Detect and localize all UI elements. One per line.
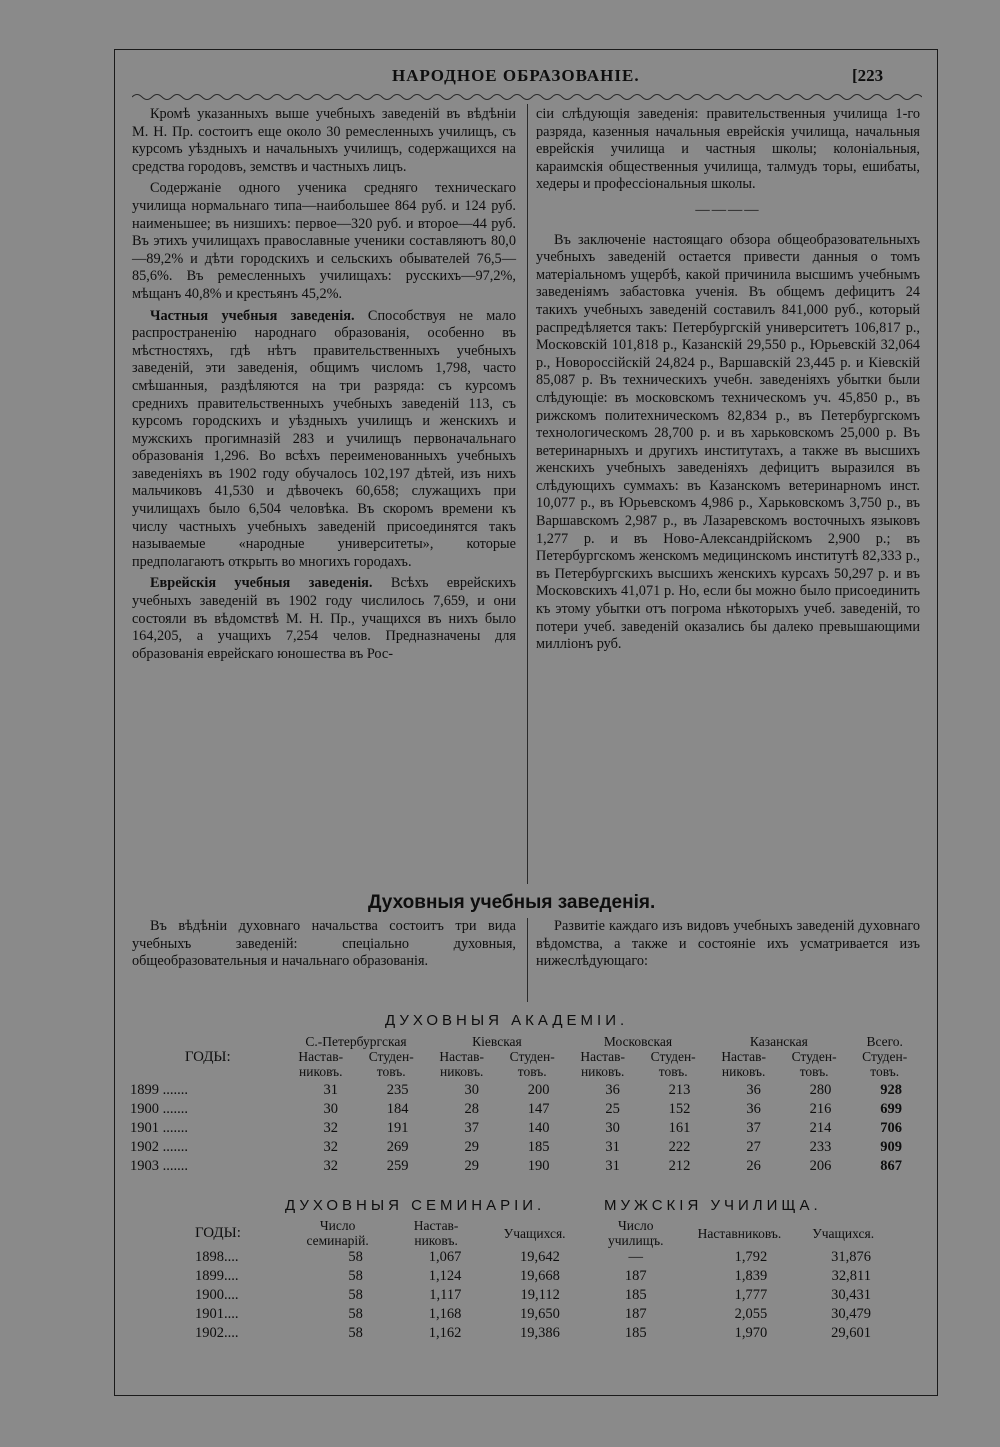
table-row [195,1267,895,1286]
value-cell: 1,839 [734,1268,768,1284]
value-cell: 31 [605,1139,620,1155]
table-row [195,1305,895,1324]
value-cell: 30,431 [831,1287,871,1303]
group-header: Казанская [749,1034,808,1049]
value-cell: 19,650 [520,1306,560,1322]
value-cell: 32 [323,1158,338,1174]
column-header: Число семинарій. [306,1218,369,1248]
group-header: Кіевская [472,1034,522,1049]
value-cell: 200 [527,1082,550,1098]
value-cell: 30,479 [831,1306,871,1322]
seminaries-title: ДУХОВНЫЯ СЕМИНАРІИ. [285,1197,546,1214]
value-cell: 36 [746,1082,761,1098]
value-cell: 31 [605,1158,620,1174]
group-header: Московская [603,1034,673,1049]
value-cell: 1,970 [734,1325,768,1341]
value-cell: 58 [348,1325,363,1341]
value-cell: 235 [386,1082,409,1098]
value-cell: 233 [809,1139,832,1155]
value-cell: 1,162 [428,1325,462,1341]
value-cell: 37 [464,1120,479,1136]
value-cell: 26 [746,1158,761,1174]
column-header: Число училищъ. [607,1218,664,1248]
value-cell: 30 [323,1101,338,1117]
page-number: [223 [852,66,884,85]
value-cell: 30 [464,1082,479,1098]
value-cell: 152 [668,1101,691,1117]
year-cell: 1903 ....... [130,1158,188,1174]
value-cell: — [628,1249,643,1265]
value-cell: 161 [668,1120,691,1136]
value-cell: 185 [624,1287,647,1303]
value-cell: 280 [809,1082,832,1098]
value-cell: 699 [880,1101,902,1117]
seminaries-table [195,1218,895,1343]
value-cell: 58 [348,1287,363,1303]
paragraph-text: Всѣхъ еврейскихъ учебныхъ заведеній въ 1902 году числилось 7,659, и они состояли въ вѣдомствѣ М. Н. Пр., учащихся въ нихъ было 164,205, а учащихъ 7,254 челов. Предназначены для образованія еврейскаго юношества въ Рос- [132,575,516,662]
table-row [130,1081,920,1100]
value-cell: 259 [386,1158,409,1174]
value-cell: 212 [668,1158,691,1174]
section-left-text [132,918,516,975]
paragraph: Въ вѣдѣніи духовнаго начальства состоитъ три вида учебныхъ заведеній: спеціально духовныя, общеобразовательныя и начальнаго образованія. [132,918,516,970]
paragraph-text: Способствуя не мало распространенію народнаго образованія, особенно въ мѣстностяхъ, гдѣ нѣтъ правительственныхъ учебныхъ заведеній, эти заведенія, общимъ числомъ 1,798, часто смѣшанныя, раздѣляются на три разряда: съ курсомъ среднихъ правительственныхъ учебныхъ заведеній 113, съ курсомъ городскихъ и уѣздныхъ училищъ и женскихъ и мужскихъ прогимназій 283 и училищъ первоначальнаго образованія 1,296. Во всѣхъ переименованныхъ учебныхъ заведеніяхъ въ 1902 году обучалось 102,197 дѣтей, изъ нихъ мальчиковъ 41,530 и дѣвочекъ 60,658; служащихъ при училищахъ было 6,504 человѣка. Въ скоромъ времени къ числу частныхъ учебныхъ заведеній присоединятся такъ называемые «народные университеты», которые предполагаютъ открыть во многихъ городахъ. [132,307,516,570]
value-cell: 140 [527,1120,550,1136]
value-cell: 213 [668,1082,691,1098]
table-row [130,1138,920,1157]
value-cell: 32,811 [831,1268,871,1284]
value-cell: 32 [323,1120,338,1136]
column-header: Студен- товъ. [509,1049,555,1079]
value-cell: 29 [464,1139,479,1155]
section-title: Духовныя учебныя заведенія. [368,892,656,913]
value-cell: 222 [668,1139,691,1155]
column-header: Наставниковъ. [697,1225,782,1241]
year-cell: 1901 ....... [130,1120,188,1136]
value-cell: 2,055 [734,1306,768,1322]
right-column [536,106,920,658]
column-divider [527,104,528,884]
value-cell: 28 [464,1101,479,1117]
paragraph: Кромѣ указанныхъ выше учебныхъ заведеній въ вѣдѣніи М. Н. Пр. состоитъ еще около 30 ремесленныхъ училищъ, съ курсомъ уѣздныхъ и начальныхъ училищъ, содержащихся на средства городовъ, земствъ и частныхъ лицъ. [132,106,516,175]
table-row [195,1324,895,1343]
value-cell: 37 [746,1120,761,1136]
value-cell: 36 [746,1101,761,1117]
year-cell: 1898.... [195,1249,239,1265]
paragraph-heading: Еврейскія учебныя заведенія. [150,575,373,592]
column-header: Студен- товъ. [368,1049,414,1079]
value-cell: 191 [386,1120,409,1136]
section-right-text [536,918,920,975]
value-cell: 1,067 [428,1249,462,1265]
value-cell: 1,117 [429,1287,462,1303]
column-header: Студен- товъ. [650,1049,696,1079]
value-cell: 190 [527,1158,550,1174]
column-header: Настав- никовъ. [298,1049,344,1079]
group-header: С.-Петербургская [305,1034,407,1049]
value-cell: 58 [348,1249,363,1265]
value-cell: 1,168 [428,1306,462,1322]
column-header: Настав- никовъ. [721,1049,766,1079]
year-cell: 1901.... [195,1306,239,1322]
running-header: НАРОДНОЕ ОБРАЗОВАНІЕ. [392,66,640,85]
column-header: Студен- товъ. [791,1049,837,1079]
value-cell: 184 [386,1101,409,1117]
value-cell: 29,601 [831,1325,871,1341]
value-cell: 58 [348,1306,363,1322]
year-cell: 1902 ....... [130,1139,188,1155]
value-cell: 30 [605,1120,620,1136]
years-label: ГОДЫ: [184,1049,231,1065]
table-row [130,1119,920,1138]
value-cell: 909 [880,1139,902,1155]
value-cell: 27 [746,1139,761,1155]
academies-title: ДУХОВНЫЯ АКАДЕМІИ. [385,1012,629,1029]
academies-table [130,1034,920,1176]
value-cell: 1,777 [734,1287,768,1303]
paragraph [132,575,516,663]
column-header: Настав- никовъ. [439,1049,485,1079]
value-cell: 706 [880,1120,902,1136]
year-cell: 1899 ....... [130,1082,188,1098]
value-cell: 269 [386,1139,409,1155]
value-cell: 185 [624,1325,647,1341]
value-cell: 147 [527,1101,550,1117]
section-divider: ———— [695,201,761,218]
column-header: Учащихся. [812,1225,875,1241]
paragraph: Развитіе каждаго изъ видовъ учебныхъ заведеній духовнаго вѣдомства, а также и состояніе ихъ усматривается изъ нижеслѣдующаго: [536,918,920,970]
value-cell: 19,386 [520,1325,560,1341]
column-header: Настав- никовъ. [580,1049,626,1079]
group-header: Всего. [866,1034,903,1049]
year-cell: 1900 ....... [130,1101,188,1117]
paragraph-heading: Частныя учебныя заведенія. [150,307,355,324]
wavy-rule [132,92,922,102]
column-header: Настав- никовъ. [413,1218,459,1248]
value-cell: 31,876 [831,1249,871,1265]
value-cell: 19,668 [520,1268,560,1284]
value-cell: 187 [624,1268,647,1284]
paragraph [132,308,516,572]
value-cell: 29 [464,1158,479,1174]
value-cell: 867 [880,1158,902,1174]
value-cell: 206 [809,1158,832,1174]
table-row [195,1286,895,1305]
mens-schools-title: МУЖСКІЯ УЧИЛИЩА. [604,1197,822,1214]
value-cell: 216 [809,1101,832,1117]
value-cell: 19,642 [520,1249,560,1265]
table-row [130,1157,920,1176]
value-cell: 1,124 [428,1268,462,1284]
value-cell: 187 [624,1306,647,1322]
paragraph: Въ заключеніе настоящаго обзора общеобразовательныхъ учебныхъ заведеній остается привести данныя о томъ матеріальномъ ущербѣ, какой причинила высшимъ учебнымъ заведеніямъ забастовка ученія. Въ общемъ дефицитъ 24 такихъ учебныхъ заведеній составилъ 841,000 руб., который распредѣляется такъ: Петербургскій университетъ 106,817 р., Московскій 101,818 р., Казанскій 29,550 р., Юрьевскій 32,064 р., Новороссійскій 24,824 р., Варшавскій 23,445 р. и Кіевскій 85,087 р. Въ техническихъ учебн. заведеніяхъ убытки были слѣдующіе: въ московскомъ техническомъ уч. 45,850 р., въ рижскомъ политехническомъ 82,834 р., въ Петербургскомъ технологическомъ 28,700 р. и въ харьковскомъ 25,000 р. Въ ветеринарныхъ и другихъ институтахъ, а также въ высшихъ женскихъ учебныхъ заведеніяхъ дефицитъ выразился въ слѣдующихъ суммахъ: въ Казанскомъ ветеринарномъ инст. 10,077 р., въ Юрьевскомъ 4,986 р., Харьковскомъ 3,750 р., въ Варшавскомъ 2,987 р., въ Лазаревскомъ восточныхъ языковъ 1,277 р. и въ Ново-Александрійскомъ 2,900 р.; въ Петербургскомъ женскомъ медицинскомъ институтѣ 82,333 р., въ Петербургскихъ высшихъ женскихъ курсахъ 50,297 р. и въ Московскихъ 41,071 р. Но, если бы можно было присоединить къ этому убытки отъ погрома нѣкоторыхъ учеб. заведеній, то потери учеб. заведеній оказались бы далеко превышающими милліонъ руб. [536,231,920,653]
value-cell: 185 [527,1139,550,1155]
value-cell: 31 [323,1082,338,1098]
year-cell: 1902.... [195,1325,239,1341]
value-cell: 25 [605,1101,620,1117]
value-cell: 928 [880,1082,902,1098]
value-cell: 214 [809,1120,832,1136]
column-divider [527,918,528,1002]
left-column [132,106,516,667]
years-label: ГОДЫ: [195,1224,241,1241]
paragraph: сіи слѣдующія заведенія: правительственныя училища 1-го разряда, казенныя начальныя еврейскія училища, начальныя еврейскія училища и частныя школы; колоніальныя, караимскія общественныя училища, талмудъ торы, ешибаты, хедеры и профессіональныя школы. [536,106,920,193]
year-cell: 1900.... [195,1287,239,1303]
value-cell: 58 [348,1268,363,1284]
value-cell: 19,112 [520,1287,560,1303]
table-row [195,1248,895,1267]
year-cell: 1899.... [195,1268,239,1284]
value-cell: 32 [323,1139,338,1155]
column-header: Студен- товъ. [862,1049,908,1079]
paragraph: Содержаніе одного ученика средняго техническаго училища нормальнаго типа—наибольшее 864 руб. и 124 руб. наименьшее; въ низшихъ: первое—320 руб. и второе—44 руб. Въ этихъ училищахъ православные ученики составляютъ 80,0—89,2% и дѣти городскихъ и сельскихъ обывателей 76,5—85,6%. Въ ремесленныхъ училищахъ: русскихъ—97,2%, мѣщанъ 40,8% и крестьянъ 45,2%. [132,180,516,302]
value-cell: 1,792 [734,1249,768,1265]
column-header: Учащихся. [503,1225,566,1241]
value-cell: 36 [605,1082,620,1098]
table-row [130,1100,920,1119]
